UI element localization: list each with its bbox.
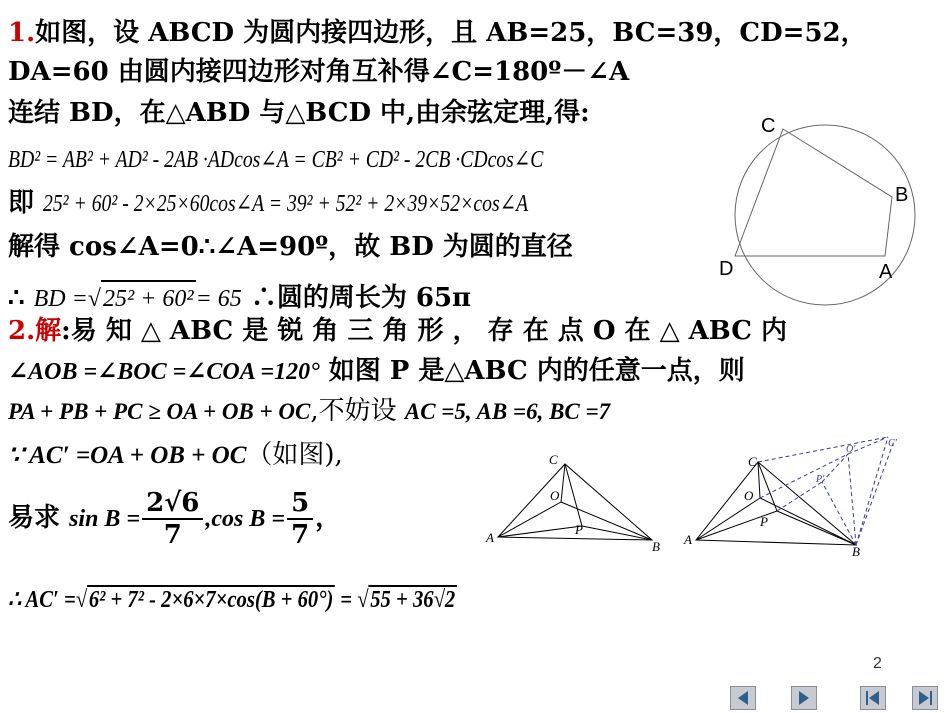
problem1-eq3-lhs: BD = xyxy=(33,286,88,312)
problem1-eq3-row: ∴ BD =√25² + 60²= 65 ∴圆的周长为 65π xyxy=(8,280,471,316)
problem1-eq1-row xyxy=(8,142,661,177)
triangle-left-icon xyxy=(731,687,755,709)
cos-fraction xyxy=(287,488,313,550)
problem1-eq3-root: 25² + 60² xyxy=(101,280,196,316)
skip-to-last-icon xyxy=(913,687,937,709)
problem1-number: 1. xyxy=(8,18,36,48)
cos-numerator: 5 xyxy=(287,488,313,520)
problem2-acprime: ∵ AC′ =OA + OB + OC xyxy=(8,442,247,469)
fig3-label-a: A xyxy=(684,532,692,547)
problem1-eq2: 25² + 60² - 2×25×60cos∠A = 39² + 52² + 2×39×52×cos∠A xyxy=(43,191,529,217)
rotated-dashed-lines xyxy=(758,437,894,545)
sin-denominator: 7 xyxy=(163,520,182,550)
skip-to-first-icon xyxy=(861,687,885,709)
cyclic-quadrilateral-figure xyxy=(715,108,925,308)
problem2-line6-group: ∴ AC′ =√6² + 7² - 2×6×7×cos(B + 60°) = √55 + 36√2 xyxy=(8,587,456,613)
problem1-solve: 解得 cos∠A=0∴∠A=90º，故 BD 为圆的直径 xyxy=(8,232,573,262)
fig2-label-b: B xyxy=(652,539,660,554)
problem2-line1 xyxy=(8,314,787,348)
problem2-sin-label: sin B = xyxy=(69,506,141,532)
fig2-label-a: A xyxy=(486,530,494,545)
fig3-label-oprime: O′ xyxy=(846,444,856,455)
problem1-eq3-prefix: ∴ xyxy=(8,283,25,313)
triangle-op-figure xyxy=(484,448,674,558)
problem2-line5 xyxy=(8,486,341,551)
problem1-line2: DA=60 由圆内接四边形对角互补得∠C=180º－∠A xyxy=(8,57,630,87)
vertex-label-a: A xyxy=(879,261,893,283)
fig3-label-pprime: P′ xyxy=(816,474,825,485)
next-slide-button[interactable] xyxy=(791,686,817,710)
problem2-line5-suffix: ， xyxy=(315,503,342,533)
cos-denominator: 7 xyxy=(291,520,310,550)
vertex-label-d: D xyxy=(719,258,734,280)
fig3-label-o: O xyxy=(744,488,754,503)
last-slide-button[interactable] xyxy=(912,686,938,710)
triangle-right-icon xyxy=(792,687,816,709)
problem1-eq3-rhs: = 65 xyxy=(195,286,242,312)
problem2-inequality: PA + PB + PC ≥ OA + OB + OC xyxy=(8,399,311,424)
fig3-label-c: C xyxy=(748,454,757,469)
problem2-number: 2. xyxy=(8,316,36,346)
vertex-label-c: C xyxy=(761,115,776,137)
problem1-eq2-row xyxy=(8,186,635,221)
fig3-label-p: P xyxy=(760,514,768,529)
rotation-figure xyxy=(682,432,912,558)
triangle-abc-2 xyxy=(696,462,856,545)
sin-numerator: 2√6 xyxy=(142,488,203,520)
problem2-line6-lhs: ∴ AC′ = xyxy=(8,587,76,613)
problem2-line6-mid: = xyxy=(335,587,358,613)
problem2-line5-prefix: 易求 xyxy=(8,503,70,533)
problem1-line1 xyxy=(8,16,867,50)
quadrilateral-abcd xyxy=(735,129,892,256)
problem2-line2 xyxy=(8,354,745,389)
prev-slide-button[interactable] xyxy=(730,686,756,710)
problem1-line3: 连结 BD，在△ABD 与△BCD 中,由余弦定理,得: xyxy=(8,98,590,128)
fig3-label-cprime: C′ xyxy=(888,438,897,449)
problem2-cos-label: ,cos B = xyxy=(205,506,286,532)
page-number: 2 xyxy=(873,655,882,672)
fig2-label-c: C xyxy=(549,452,558,467)
problem2-sides: AC =5, AB =6, BC =7 xyxy=(404,399,611,424)
problem2-line4 xyxy=(8,438,343,473)
problem1-eq3-suffix: ∴圆的周长为 65π xyxy=(250,283,472,313)
problem2-line3 xyxy=(8,394,610,429)
problem2-line6-root1: 6² + 7² - 2×6×7×cos(B + 60°) xyxy=(88,587,334,613)
problem2-text3: ,不妨设 xyxy=(310,396,405,426)
problem1-eq1: BD² = AB² + AD² - 2AB ·ADcos∠A = CB² + CD² - 2CB ·CDcos∠C xyxy=(8,147,544,173)
fig2-label-o: O xyxy=(550,488,560,503)
problem2-label: 解 xyxy=(35,316,62,346)
problem2-line6 xyxy=(8,582,530,617)
problem1-eq2-prefix: 即 xyxy=(8,188,35,218)
fig2-label-p: P xyxy=(575,522,583,537)
sin-fraction xyxy=(142,488,203,550)
fig3-label-b: B xyxy=(852,544,860,558)
problem2-angles: ∠AOB =∠BOC =∠COA =120° xyxy=(8,359,320,385)
problem1-text1: 如图，设 ABCD 为圆内接四边形，且 AB=25，BC=39，CD=52， xyxy=(35,18,867,48)
problem2-text4: （如图), xyxy=(246,440,343,470)
problem2-text1: :易 知 △ ABC 是 锐 角 三 角 形 ， 存 在 点 O 在 △ ABC 内 xyxy=(61,316,787,346)
first-slide-button[interactable] xyxy=(860,686,886,710)
vertex-label-b: B xyxy=(895,184,909,206)
problem2-line6-root2: 55 + 36√2 xyxy=(370,587,456,613)
problem2-text2: 如图 P 是△ABC 内的任意一点，则 xyxy=(319,356,745,386)
